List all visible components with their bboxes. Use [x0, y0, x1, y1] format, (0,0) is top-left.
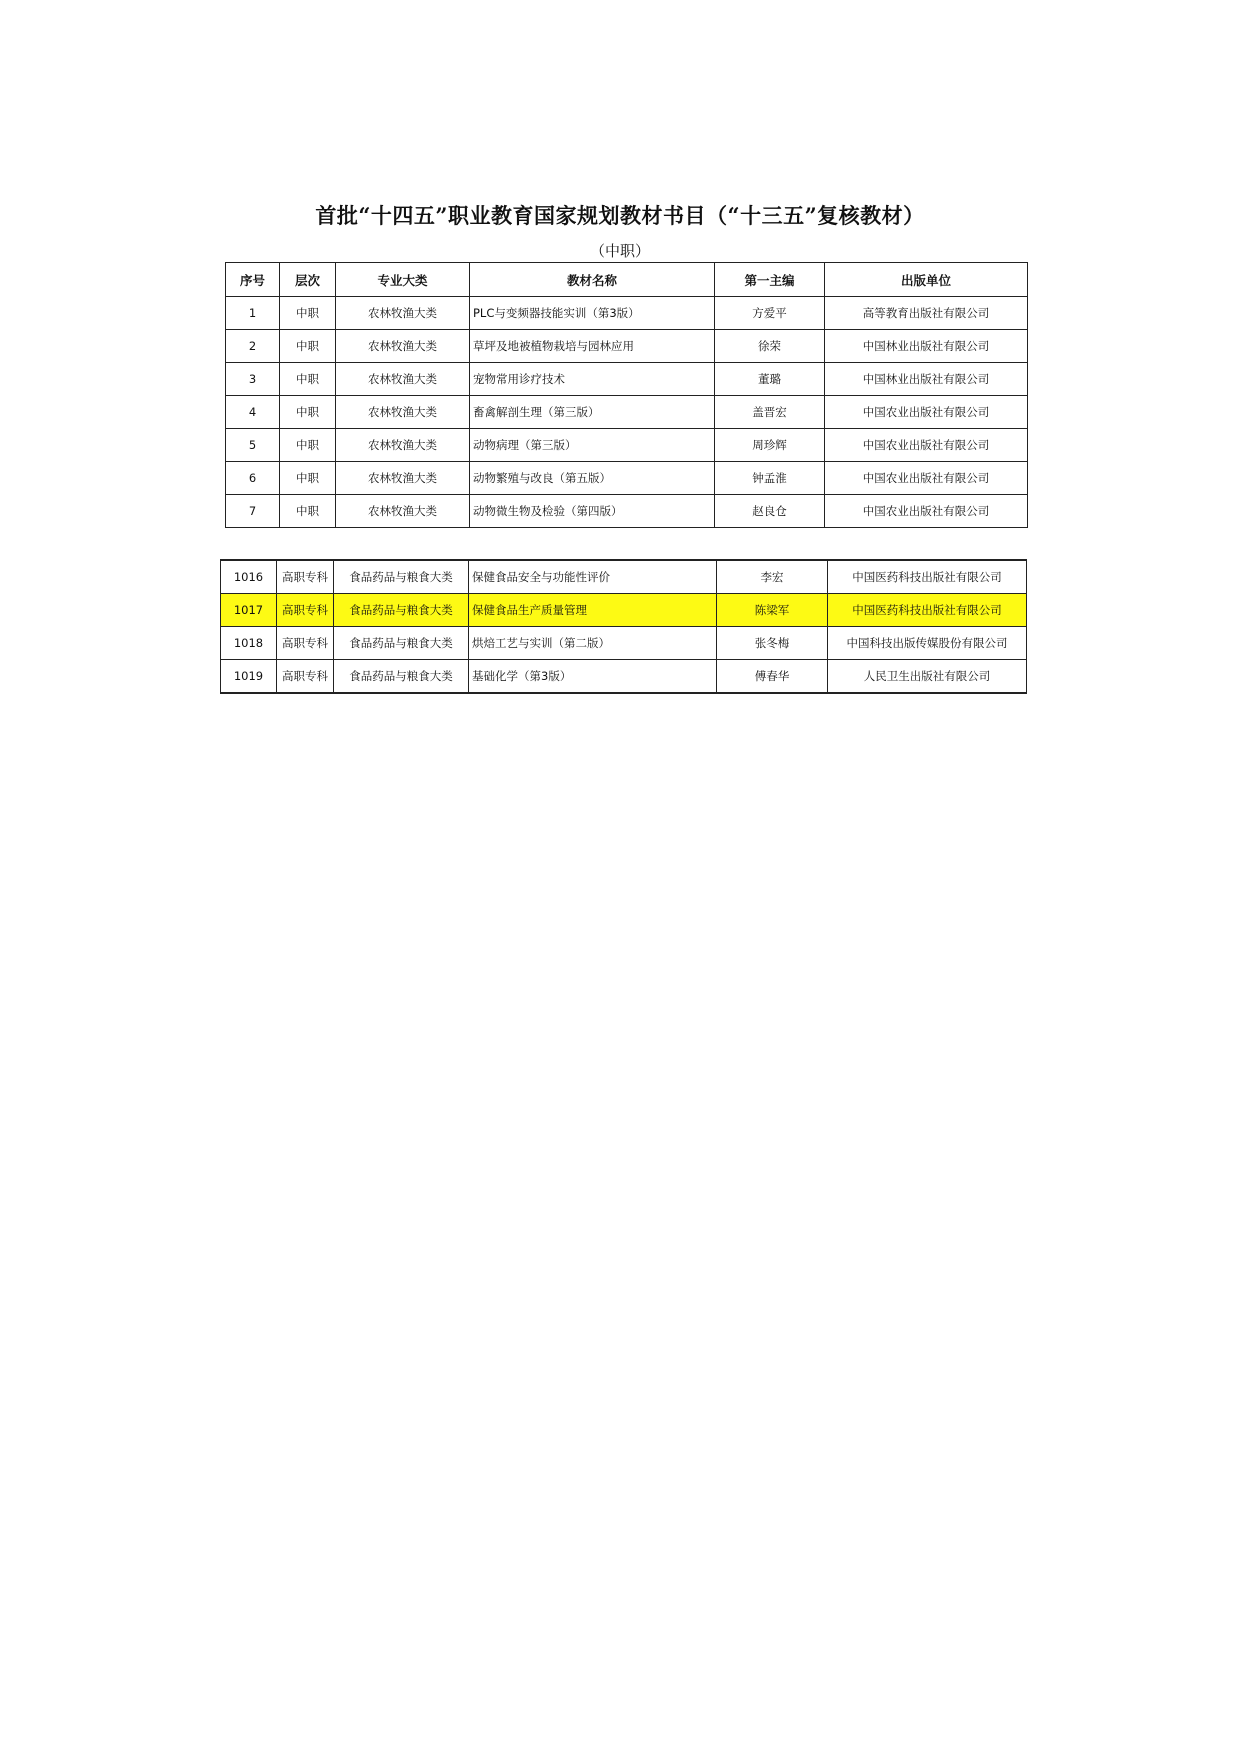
cell-no: 1017 [221, 594, 277, 627]
cell-category: 农林牧渔大类 [336, 429, 470, 462]
cell-no: 4 [226, 396, 280, 429]
cell-title: PLC与变频器技能实训（第3版） [470, 297, 715, 330]
cell-category: 农林牧渔大类 [336, 330, 470, 363]
cell-level: 中职 [280, 330, 336, 363]
cell-editor: 陈梁军 [717, 594, 828, 627]
cell-category: 食品药品与粮食大类 [334, 627, 469, 660]
cell-level: 中职 [280, 363, 336, 396]
cell-publisher: 中国科技出版传媒股份有限公司 [828, 627, 1027, 660]
cell-level: 高职专科 [277, 594, 334, 627]
cell-publisher: 中国医药科技出版社有限公司 [828, 594, 1027, 627]
cell-no: 7 [226, 495, 280, 528]
header-level: 层次 [280, 263, 336, 297]
table-row-highlighted [221, 594, 1027, 627]
table-row [226, 396, 1028, 429]
cell-editor: 傅春华 [717, 660, 828, 694]
cell-level: 高职专科 [277, 627, 334, 660]
cell-no: 5 [226, 429, 280, 462]
header-title: 教材名称 [470, 263, 715, 297]
table-row [226, 330, 1028, 363]
cell-title: 动物病理（第三版） [470, 429, 715, 462]
cell-title: 动物繁殖与改良（第五版） [470, 462, 715, 495]
cell-publisher: 中国农业出版社有限公司 [825, 495, 1028, 528]
table-row [226, 462, 1028, 495]
header-editor: 第一主编 [715, 263, 825, 297]
cell-category: 食品药品与粮食大类 [334, 560, 469, 594]
cell-no: 6 [226, 462, 280, 495]
cell-no: 1 [226, 297, 280, 330]
cell-category: 农林牧渔大类 [336, 297, 470, 330]
cell-editor: 方爱平 [715, 297, 825, 330]
cell-category: 农林牧渔大类 [336, 495, 470, 528]
cell-publisher: 中国农业出版社有限公司 [825, 462, 1028, 495]
table-row [226, 297, 1028, 330]
cell-no: 3 [226, 363, 280, 396]
cell-level: 中职 [280, 495, 336, 528]
document-subtitle: （中职） [589, 242, 650, 260]
cell-publisher: 中国林业出版社有限公司 [825, 330, 1028, 363]
cell-editor: 盖晋宏 [715, 396, 825, 429]
cell-publisher: 中国农业出版社有限公司 [825, 429, 1028, 462]
cell-editor: 徐荣 [715, 330, 825, 363]
cell-no: 1019 [221, 660, 277, 694]
cell-category: 农林牧渔大类 [336, 396, 470, 429]
cell-level: 中职 [280, 429, 336, 462]
header-publisher: 出版单位 [825, 263, 1028, 297]
cell-title: 保健食品安全与功能性评价 [469, 560, 717, 594]
cell-category: 食品药品与粮食大类 [334, 660, 469, 694]
cell-title: 草坪及地被植物栽培与园林应用 [470, 330, 715, 363]
cell-publisher: 人民卫生出版社有限公司 [828, 660, 1027, 694]
cell-level: 高职专科 [277, 660, 334, 694]
cell-publisher: 中国医药科技出版社有限公司 [828, 560, 1027, 594]
header-no: 序号 [226, 263, 280, 297]
cell-publisher: 中国林业出版社有限公司 [825, 363, 1028, 396]
cell-no: 1016 [221, 560, 277, 594]
cell-title: 畜禽解剖生理（第三版） [470, 396, 715, 429]
cell-level: 中职 [280, 462, 336, 495]
table-row [221, 660, 1027, 694]
cell-level: 高职专科 [277, 560, 334, 594]
cell-title: 基础化学（第3版） [469, 660, 717, 694]
cell-title: 保健食品生产质量管理 [469, 594, 717, 627]
cell-level: 中职 [280, 396, 336, 429]
header-category: 专业大类 [336, 263, 470, 297]
cell-title: 动物微生物及检验（第四版） [470, 495, 715, 528]
cell-publisher: 高等教育出版社有限公司 [825, 297, 1028, 330]
table-header-row [226, 263, 1028, 297]
cell-no: 1018 [221, 627, 277, 660]
cell-editor: 董璐 [715, 363, 825, 396]
cell-editor: 李宏 [717, 560, 828, 594]
document-title: 首批“十四五”职业教育国家规划教材书目（“十三五”复核教材） [315, 203, 925, 228]
cell-no: 2 [226, 330, 280, 363]
table-row [226, 363, 1028, 396]
table-row [221, 627, 1027, 660]
cell-category: 农林牧渔大类 [336, 363, 470, 396]
cell-category: 食品药品与粮食大类 [334, 594, 469, 627]
cell-title: 宠物常用诊疗技术 [470, 363, 715, 396]
book-list-table-top [225, 262, 1028, 528]
cell-category: 农林牧渔大类 [336, 462, 470, 495]
cell-editor: 赵良仓 [715, 495, 825, 528]
cell-publisher: 中国农业出版社有限公司 [825, 396, 1028, 429]
cell-editor: 张冬梅 [717, 627, 828, 660]
cell-title: 烘焙工艺与实训（第二版） [469, 627, 717, 660]
cell-editor: 周珍辉 [715, 429, 825, 462]
table-row [221, 560, 1027, 594]
book-list-table-bottom [220, 559, 1027, 694]
cell-editor: 钟孟淮 [715, 462, 825, 495]
table-row [226, 429, 1028, 462]
cell-level: 中职 [280, 297, 336, 330]
table-row [226, 495, 1028, 528]
